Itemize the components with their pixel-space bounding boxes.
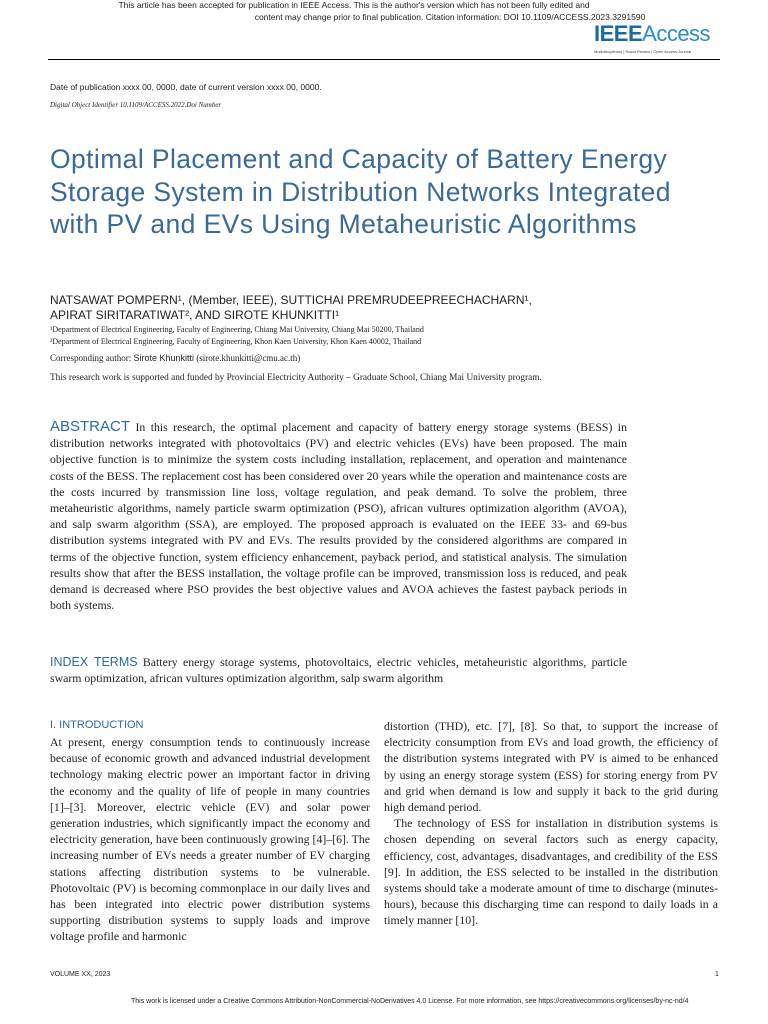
index-terms [50,654,627,686]
affiliation-2: ²Department of Electrical Engineering, Faculty of Engineering, Khon Kaen University, Khon Kaen 40002, Thailand [50,337,422,346]
index-terms-heading: INDEX TERMS [50,655,138,669]
footer-volume: VOLUME XX, 2023 [50,971,111,978]
intro-right-column [384,718,718,929]
logo-tagline: Multidisciplinary | Rapid Review | Open Access Journal [594,49,692,54]
corresponding-email: (sirote.khunkitti@cmu.ac.th) [194,353,301,363]
corresponding-label: Corresponding author: [50,353,134,363]
index-terms-text: Battery energy storage systems, photovoltaics, electric vehicles, metaheuristic algorithms, particle swarm optimization, african vultures optimization algorithm, salp swarm algorithm [50,655,628,686]
acceptance-banner-line2: content may change prior to final publication. Citation information: DOI 10.1109/ACCESS.2023.3291590 [254,12,646,22]
author-list [50,293,532,323]
header-rule [48,59,720,60]
abstract-heading: ABSTRACT [50,418,131,435]
intro-paragraph-2: The technology of ESS for installation in distribution systems is chosen depending on several factors such as energy capacity, efficiency, cost, advantages, disadvantages, and credibility of the ESS [9]. In addition, the ESS selected to be installed in the distribution systems should take a moderate amount of time to discharge (minutes-hours), because this discharging time can respond to daily loads in a timely manner [10]. [384,816,718,928]
acceptance-banner-line1: This article has been accepted for publication in IEEE Access. This is the author's version which has not been fully edited and [118,0,590,10]
authors-line1: NATSAWAT POMPERN¹, (Member, IEEE), SUTTICHAI PREMRUDEEPREECHACHARN¹, [50,293,532,307]
section-heading-introduction: I. INTRODUCTION [50,719,144,731]
logo-access: Access [642,21,711,46]
authors-line2: APIRAT SIRITARATIWAT², AND SIROTE KHUNKITTI¹ [50,308,340,322]
date-line: Date of publication xxxx 00, 0000, date of current version xxxx 00, 0000. [50,82,322,92]
corresponding-name: Sirote Khunkitti [133,353,195,363]
intro-left-column: At present, energy consumption tends to continuously increase because of economic growth and advanced industrial development technology making electric power an important factor in driving the economy and the quality of life of people in many countries [1]–[3]. Moreover, electric vehicle (EV) and solar power generation industries, which significantly impact the economy and electricity generation, have been continuously growing [4]–[6]. The increasing number of EVs needs a greater number of EV charging stations affecting distribution systems to be vulnerable. Photovoltaic (PV) is becoming commonplace in our daily lives and has been integrated into electric power distribution systems supporting distribution systems to supply loads and improve voltage profile and harmonic [50,735,370,944]
logo-ieee: IEEE [594,21,643,46]
doi-line: Digital Object Identifier 10.1109/ACCESS.2022.Doi Number [50,101,222,109]
footer-page-number: 1 [715,971,719,978]
ieee-access-logo [594,22,724,54]
funding-statement: This research work is supported and funded by Provincial Electricity Authority – Graduate School, Chiang Mai University program. [50,373,542,383]
abstract [50,419,627,613]
affiliation-1: ¹Department of Electrical Engineering, Faculty of Engineering, Chiang Mai University, Chiang Mai 50200, Thailand [50,325,424,334]
paper-title: Optimal Placement and Capacity of Battery Energy Storage System in Distribution Networks Integrated with PV and EVs Using Metaheuristic Algorithms [50,144,671,239]
abstract-text: In this research, the optimal placement and capacity of battery energy storage systems (BESS) in distribution networks integrated with photovoltaics (PV) and electric vehicles (EVs) have been proposed. The main objective function is to minimize the system costs including installation, replacement, and operation and maintenance costs of the BESS. The replacement cost has been considered over 20 years while the operation and maintenance costs are the costs incurred by transmission line loss, voltage regulation, and peak demand. To solve the problem, three metaheuristic algorithms, namely particle swarm optimization (PSO), african vultures optimization algorithm (AVOA), and salp swarm algorithm (SSA), are employed. The proposed approach is evaluated on the IEEE 33- and 69-bus distribution systems integrated with PV and EVs. The results provided by the considered algorithms are compared in terms of the objective function, system efficiency enhancement, payback period, and statistical analysis. The simulation results show that after the BESS installation, the voltage profile can be improved, transmission loss is reduced, and peak demand is decreased where PSO provides the best objective values and AVOA achieves the fastest payback periods in both systems. [50,420,627,613]
intro-paragraph-1: distortion (THD), etc. [7], [8]. So that, to support the increase of electricity consumption from EVs and load growth, the efficiency of the distribution systems integrated with PV is aimed to be enhanced by using an energy storage system (ESS) for storing energy from PV and grid when demand is low and supply it back to the grid during high demand period. [384,719,718,815]
footer-license: This work is licensed under a Creative Commons Attribution-NonCommercial-NoDerivatives 4.0 License. For more information, see https://creativecommons.org/licenses/by-nc-nd/4 [131,998,689,1005]
corresponding-author [50,353,300,363]
